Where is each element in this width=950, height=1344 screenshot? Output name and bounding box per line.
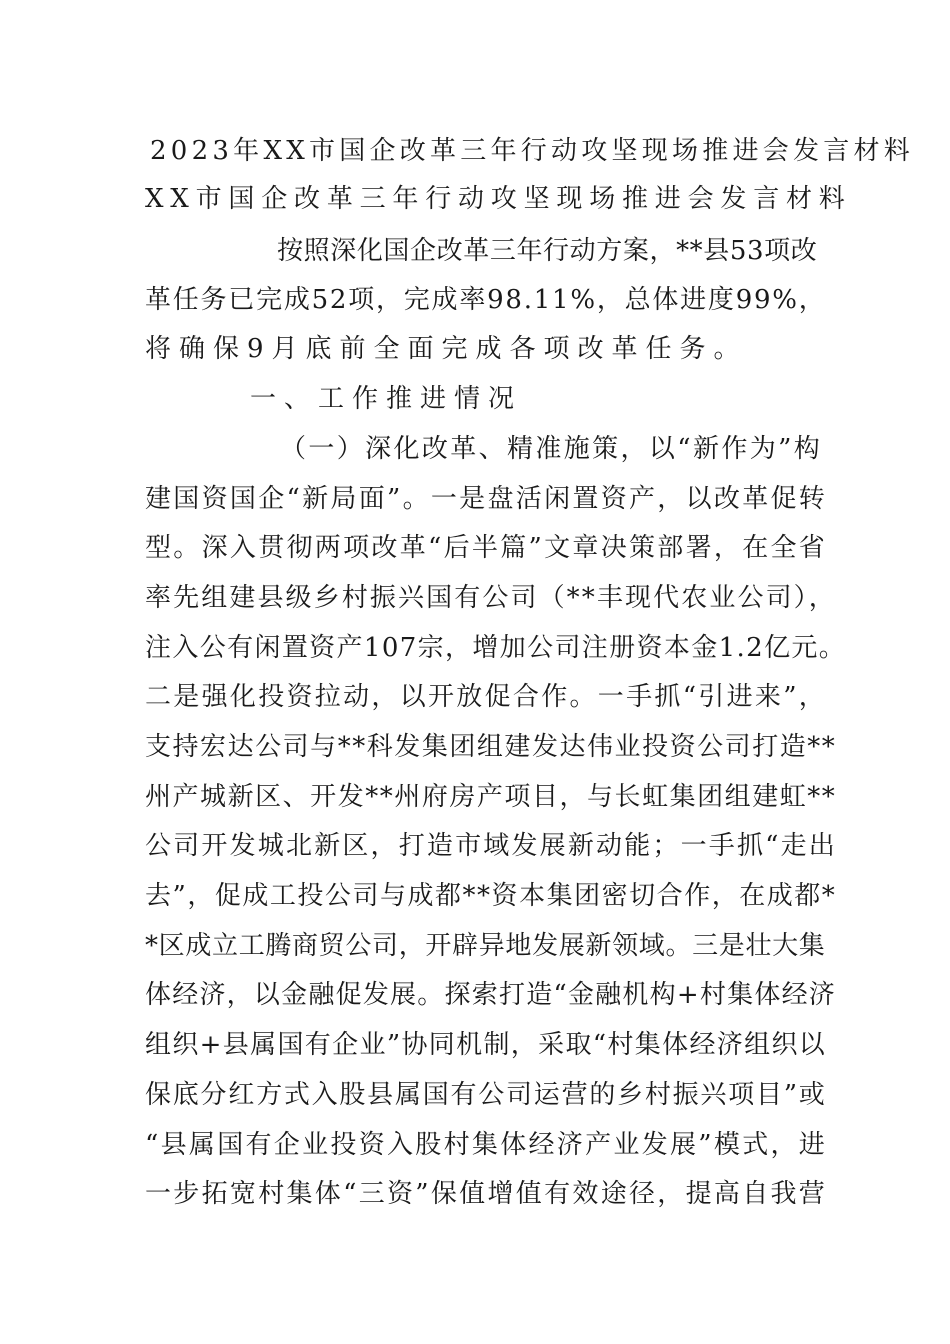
body-line: 一步拓宽村集体“三资”保值增值有效途径，提高自我营 — [145, 1179, 828, 1209]
body-line: *区成立工腾商贸公司，开辟异地发展新领域。三是壮大集 — [145, 931, 826, 961]
body-line: （一）深化改革、精准施策，以“新作为”构 — [280, 434, 823, 464]
document-title-line-1: 2023年XX市国企改革三年行动攻坚现场推进会发言材料 — [150, 136, 915, 166]
body-line: 保底分红方式入股县属国有公司运营的乡村振兴项目”或 — [145, 1080, 827, 1110]
body-line: 注入公有闲置资产107宗，增加公司注册资本金1.2亿元。 — [145, 633, 847, 663]
intro-line: 革任务已完成52项，完成率98.11%，总体进度99%， — [145, 285, 827, 315]
body-line: “县属国有企业投资入股村集体经济产业发展”模式，进 — [145, 1130, 828, 1160]
document-title-line-2: XX市国企改革三年行动攻坚现场推进会发言材料 — [145, 184, 852, 214]
intro-line: 将确保9月底前全面完成各项改革任务。 — [145, 334, 748, 364]
body-line: 建国资国企“新局面”。一是盘活闲置资产，以改革促转 — [145, 484, 828, 514]
intro-line: 按照深化国企改革三年行动方案，**县53项改 — [277, 236, 818, 266]
body-line: 率先组建县级乡村振兴国有公司（**丰现代农业公司）， — [145, 583, 837, 613]
body-line: 组织+县属国有企业”协同机制，采取“村集体经济组织以 — [145, 1030, 827, 1060]
body-line: 体经济，以金融促发展。探索打造“金融机构+村集体经济 — [145, 980, 837, 1010]
body-line: 去”，促成工投公司与成都**资本集团密切合作，在成都* — [145, 881, 837, 911]
section-heading: 一、工作推进情况 — [250, 384, 523, 414]
body-line: 公司开发城北新区，打造市域发展新动能；一手抓“走出 — [145, 831, 837, 861]
body-line: 州产城新区、开发**州府房产项目，与长虹集团组建虹** — [145, 782, 837, 812]
body-line: 支持宏达公司与**科发集团组建发达伟业投资公司打造** — [145, 732, 837, 762]
body-line: 二是强化投资拉动，以开放促合作。一手抓“引进来”， — [145, 682, 828, 712]
body-line: 型。深入贯彻两项改革“后半篇”文章决策部署，在全省 — [145, 533, 828, 563]
